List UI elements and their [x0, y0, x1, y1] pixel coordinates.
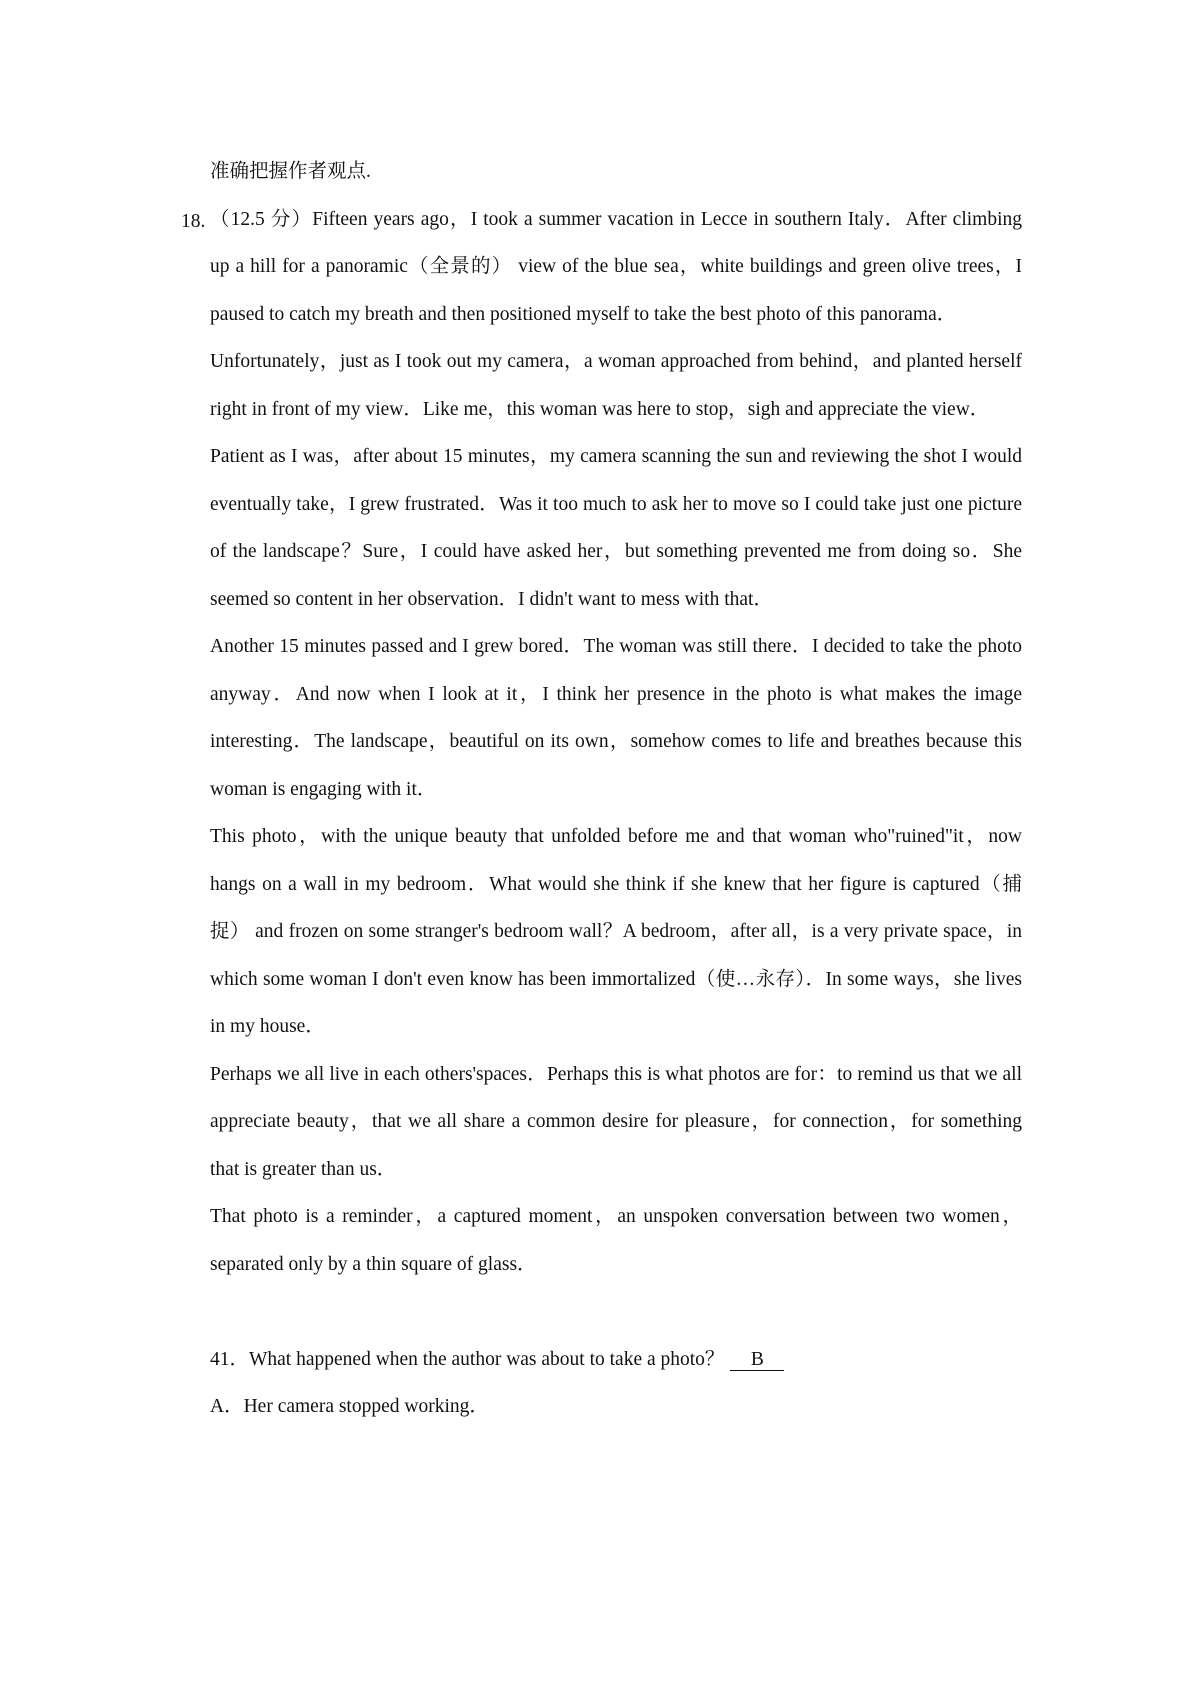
passage-paragraph-1: [210, 196, 1022, 339]
passage-paragraph-2: Unfortunately，just as I took out my camera，a woman approached from behind，and planted herself right in front of my view．Like me，this woman was here to stop，sigh and appreciate the view．: [210, 351, 1022, 420]
document-body: [210, 148, 1022, 1431]
lead-line: 准确把握作者观点.: [210, 161, 371, 182]
passage-paragraph-5: This photo，with the unique beauty that unfolded before me and that woman who"ruined"it，now hangs on a wall in my bedroom．What would she think if she knew that her figure is captured（捕捉） and frozen on some stranger's bedroom wall？A bedroom，after all，is a very private space，in which some woman I don't even know has been immortalized（使…永存）．In some ways，she lives in my house．: [210, 826, 1022, 1037]
option-a: A．Her camera stopped working．: [210, 1396, 489, 1417]
question-number-text: 18.: [181, 211, 206, 232]
answer-blank: B: [730, 1350, 784, 1371]
question-41: [210, 1336, 1022, 1384]
question-41-text: 41．What happened when the author was about to take a photo？: [210, 1348, 725, 1370]
passage-paragraph-3: Patient as I was，after about 15 minutes，my camera scanning the sun and reviewing the shot I would eventually take，I grew frustrated．Was it too much to ask her to move so I could take just one picture of the landscape？Sure，I could have asked her，but something prevented me from doing so．She seemed so content in her observation．I didn't want to mess with that．: [210, 446, 1022, 610]
paragraph-1-text: Fifteen years ago，I took a summer vacation in Lecce in southern Italy．After climbing up a hill for a panoramic（全景的） view of the blue sea，white buildings and green olive trees，I paused to catch my breath and then positioned myself to take the best photo of this panorama．: [210, 208, 1022, 325]
passage-paragraph-4: Another 15 minutes passed and I grew bored．The woman was still there．I decided to take the photo anyway．And now when I look at it，I think her presence in the photo is what makes the image interesting．The landscape，beautiful on its own，somehow comes to life and breathes because this woman is engaging with it．: [210, 636, 1022, 800]
passage-paragraph-7: That photo is a reminder，a captured moment，an unspoken conversation between two women，separated only by a thin square of glass．: [210, 1206, 1022, 1275]
passage-paragraph-6: Perhaps we all live in each others'spaces．Perhaps this is what photos are for：to remind us that we all appreciate beauty，that we all share a common desire for pleasure，for connection，for something that is greater than us．: [210, 1063, 1022, 1180]
spacer: [210, 1288, 1022, 1336]
question-number: [181, 198, 205, 246]
question-points: （12.5 分）: [210, 208, 313, 230]
